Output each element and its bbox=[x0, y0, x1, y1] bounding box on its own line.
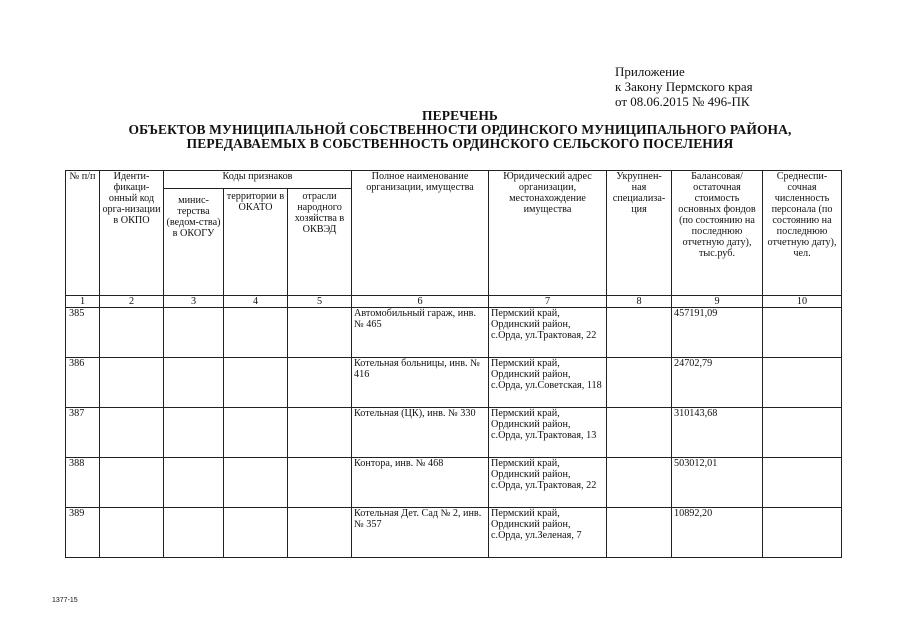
property-address: Пермский край, Ординский район, с.Орда, ул.Зеленая, 7 bbox=[489, 508, 607, 558]
balance-value: 457191,09 bbox=[672, 308, 763, 358]
table-row bbox=[66, 308, 842, 358]
document-title: ПЕРЕЧЕНЬ bbox=[422, 108, 498, 123]
row-number: 386 bbox=[66, 358, 100, 408]
header-okpo: Иденти-фикаци-онный код орга-низации в ОКПО bbox=[100, 171, 164, 296]
col-number: 3 bbox=[164, 296, 224, 308]
header-okato: территории в ОКАТО bbox=[224, 189, 288, 296]
col-number: 4 bbox=[224, 296, 288, 308]
property-address: Пермский край, Ординский район, с.Орда, ул.Трактовая, 22 bbox=[489, 458, 607, 508]
balance-value: 10892,20 bbox=[672, 508, 763, 558]
col-number: 2 bbox=[100, 296, 164, 308]
property-name: Котельная Дет. Сад № 2, инв. № 357 bbox=[352, 508, 489, 558]
header-okogu: минис-терства (ведом-ства) в ОКОГУ bbox=[164, 189, 224, 296]
property-address: Пермский край, Ординский район, с.Орда, ул.Советская, 118 bbox=[489, 358, 607, 408]
appendix-line-2: к Закону Пермского края bbox=[615, 79, 753, 94]
property-table bbox=[65, 170, 842, 558]
col-number: 6 bbox=[352, 296, 489, 308]
col-number: 1 bbox=[66, 296, 100, 308]
table-row bbox=[66, 508, 842, 558]
property-name: Котельная (ЦК), инв. № 330 bbox=[352, 408, 489, 458]
header-name: Полное наименование организации, имущества bbox=[352, 171, 489, 296]
property-address: Пермский край, Ординский район, с.Орда, ул.Трактовая, 13 bbox=[489, 408, 607, 458]
header-okved: отрасли народного хозяйства в ОКВЭД bbox=[288, 189, 352, 296]
col-number: 9 bbox=[672, 296, 763, 308]
balance-value: 310143,68 bbox=[672, 408, 763, 458]
row-number: 387 bbox=[66, 408, 100, 458]
property-address: Пермский край, Ординский район, с.Орда, ул.Трактовая, 22 bbox=[489, 308, 607, 358]
col-number: 5 bbox=[288, 296, 352, 308]
col-number: 8 bbox=[607, 296, 672, 308]
property-name: Контора, инв. № 468 bbox=[352, 458, 489, 508]
row-number: 389 bbox=[66, 508, 100, 558]
property-name: Котельная больницы, инв. № 416 bbox=[352, 358, 489, 408]
document-code: 1377-15 bbox=[52, 597, 78, 604]
table-row bbox=[66, 408, 842, 458]
appendix-line-3: от 08.06.2015 № 496-ПК bbox=[615, 94, 750, 109]
header-address: Юридический адрес организации, местонахождение имущества bbox=[489, 171, 607, 296]
table-row bbox=[66, 358, 842, 408]
header-codes: Коды признаков bbox=[164, 171, 352, 189]
col-number: 10 bbox=[763, 296, 842, 308]
row-number: 388 bbox=[66, 458, 100, 508]
header-staff: Среднеспи-сочная численность персонала (по состоянию на последнюю отчетную дату), чел. bbox=[763, 171, 842, 296]
column-number-row bbox=[66, 296, 842, 308]
balance-value: 24702,79 bbox=[672, 358, 763, 408]
appendix-line-1: Приложение bbox=[615, 64, 685, 79]
header-balance: Балансовая/ остаточная стоимость основных фондов (по состоянию на последнюю отчетную дату), тыс.руб. bbox=[672, 171, 763, 296]
col-number: 7 bbox=[489, 296, 607, 308]
header-row-1 bbox=[66, 171, 842, 189]
header-specialization: Укрупнен-ная специализа-ция bbox=[607, 171, 672, 296]
table-row bbox=[66, 458, 842, 508]
balance-value: 503012,01 bbox=[672, 458, 763, 508]
document-subtitle-line-2: ПЕРЕДАВАЕМЫХ В СОБСТВЕННОСТЬ ОРДИНСКОГО СЕЛЬСКОГО ПОСЕЛЕНИЯ bbox=[186, 136, 734, 151]
property-name: Автомобильный гараж, инв. № 465 bbox=[352, 308, 489, 358]
document-subtitle-line-1: ОБЪЕКТОВ МУНИЦИПАЛЬНОЙ СОБСТВЕННОСТИ ОРДИНСКОГО МУНИЦИПАЛЬНОГО РАЙОНА, bbox=[128, 122, 792, 137]
appendix-note bbox=[615, 64, 753, 109]
row-number: 385 bbox=[66, 308, 100, 358]
header-num: № п/п bbox=[66, 171, 100, 296]
